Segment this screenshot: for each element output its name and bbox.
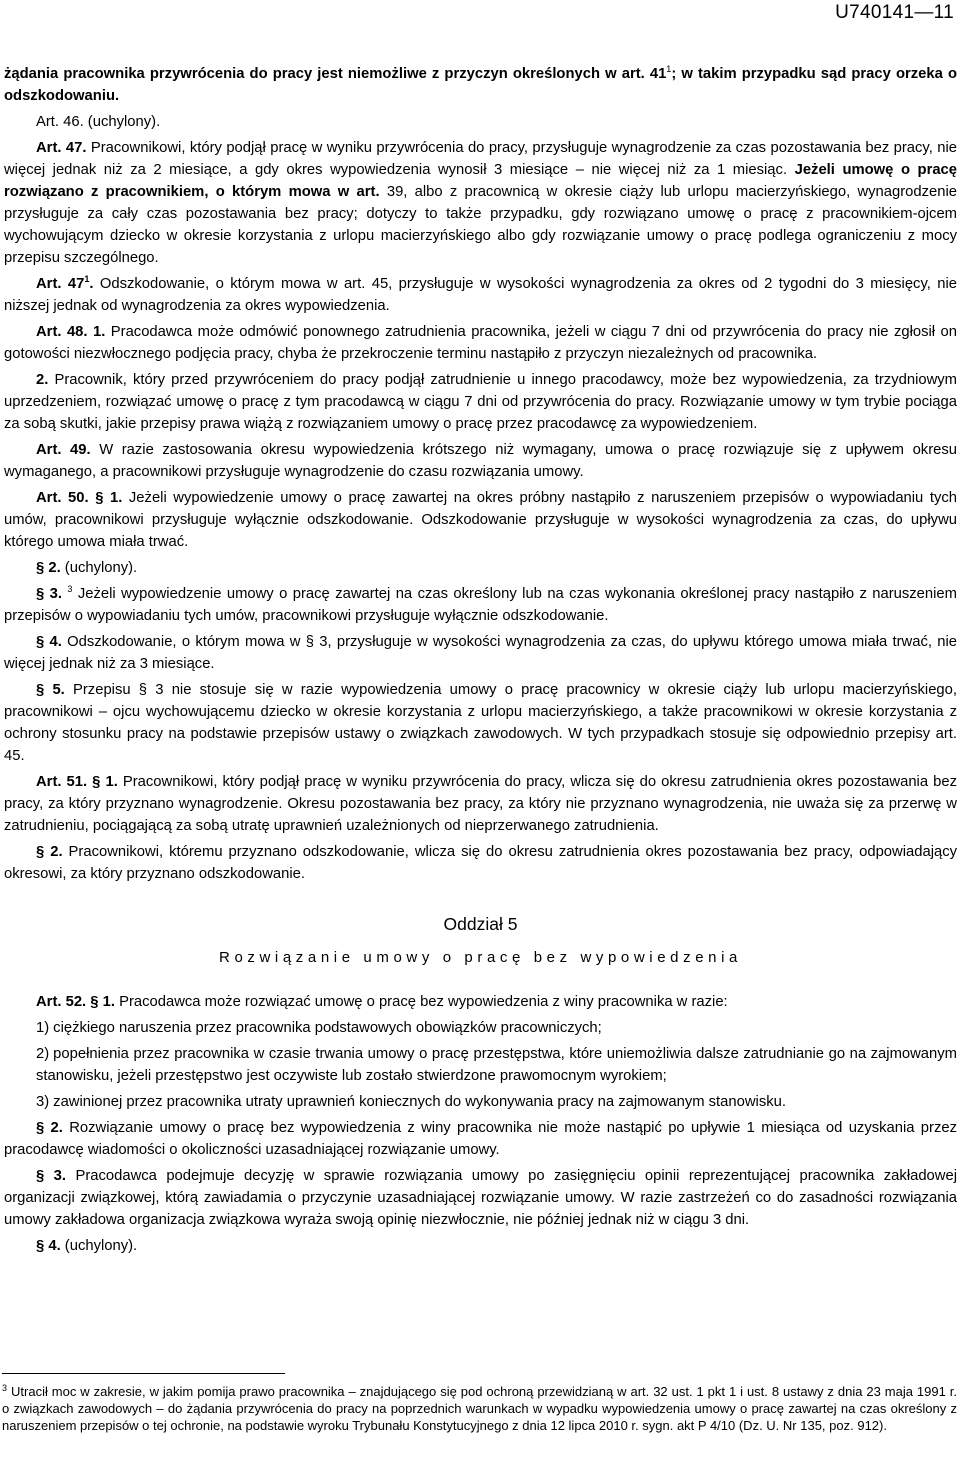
footnote-divider — [2, 1373, 285, 1374]
article-49: Art. 49. W razie zastosowania okresu wypowiedzenia krótszego niż wymagany, umowa o pracę rozwiązuje się z upływem okresu wymaganego, a pracownikowi przysługuje wynagrodzenie do czasu rozwiązania umowy. — [4, 442, 957, 480]
article-50-par-4: § 4. Odszkodowanie, o którym mowa w § 3, przysługuje w wysokości wynagrodzenia za czas, do upływu którego umowa miała trwać, nie więcej jednak niż za 3 miesiące. — [4, 634, 957, 672]
list-item: 1) ciężkiego naruszenia przez pracownika podstawowych obowiązków pracowniczych; — [36, 1020, 602, 1036]
footnote — [2, 1383, 957, 1434]
article-52-par-3: § 3. Pracodawca podejmuje decyzję w sprawie rozwiązania umowy po zasięgnięciu opinii reprezentującej pracownika zakładowej organizacji związkowej, którą zawiadamia o przyczynie uzasadniającej rozwiązanie umowy. W razie zastrzeżeń co do zasadności rozwiązania umowy zakładowa organizacja związkowa wyraża swoją opinię niezwłocznie, nie później jednak niż w ciągu 3 dni. — [4, 1168, 957, 1228]
page-header: U740141—11 — [835, 2, 954, 23]
article-52-par-4: § 4. (uchylony). — [36, 1238, 138, 1254]
article-51-par-2: § 2. Pracownikowi, któremu przyznano odszkodowanie, wlicza się do okresu zatrudnienia okres pozostawania bez pracy, odpowiadający okresowi, za który przyznano odszkodowanie. — [4, 844, 958, 882]
article-50-par-2: § 2. (uchylony). — [36, 560, 138, 576]
article-52-par-2: § 2. Rozwiązanie umowy o pracę bez wypowiedzenia z winy pracownika nie może nastąpić po upływie 1 miesiąca od uzyskania przez pracodawcę wiadomości o okoliczności uzasadniającej rozwiązanie umowy. — [4, 1120, 957, 1158]
footnote-text: Utracił moc w zakresie, w jakim pomija prawo pracownika – znajdującego się pod ochroną przewidzianą w art. 32 ust. 1 pkt 1 i ust. 8 ustawy z dnia 23 maja 1991 r. o związkach zawodowych – do żądania przywrócenia do pracy na poprzednich warunkach w wypadku wypowiedzenia umowy o pracę zawartej na czas określony z naruszeniem przepisów o tej ochronie, na podstawie wyroku Trybunału Konstytucyjnego z dnia 12 lipca 2010 r. sygn. akt P 4/10 (Dz. U. Nr 135, poz. 912). — [2, 1384, 957, 1433]
article-50-par-3: § 3. $^3$ Jeżeli wypowiedzenie umowy o pracę zawartej na czas określony lub na czas wykonania określonej pracy nastąpiło z naruszeniem przepisów o wypowiadaniu tych umów, pracownikowi przysługuje wyłącznie odszkodowanie. — [4, 584, 957, 624]
article-47: Art. 47. Pracownikowi, który podjął pracę w wyniku przywrócenia do pracy, przysługuje wynagrodzenie za czas pozostawania bez pracy, nie więcej jednak niż za 2 miesiące, a gdy okres wypowiedzenia wynosił 3 miesiące – nie więcej niż za 1 miesiąc. Jeżeli umowę o pracę rozwiązano z pracownikiem, o którym mowa w art. 39, albo z pracownicą w okresie ciąży lub urlopu macierzyńskiego, wynagrodzenie przysługuje za cały czas pozostawania bez pracy; dotyczy to także przypadku, gdy rozwiązano umowę o pracę z pracownikiem-ojcem wychowującym dziecko w okresie korzystania z urlopu macierzyńskiego albo gdy rozwiązanie umowy o pracę podlega ograniczeniu z mocy przepisu szczególnego. — [4, 140, 958, 266]
document-body — [4, 63, 957, 1261]
article-51: Art. 51. § 1. Pracownikowi, który podjął pracę w wyniku przywrócenia do pracy, wlicza się do okresu zatrudnienia okres pozostawania bez pracy, za który przyznano wynagrodzenie. Okresu pozostawania bez pracy, za który nie przyznano wynagrodzenia, nie uważa się za przerwę w zatrudnieniu, pociągającą za sobą utratę uprawnień uzależnionych od nieprzerwanego zatrudnienia. — [4, 774, 957, 834]
section-title: Oddział 5 — [443, 914, 518, 934]
article-50: Art. 50. § 1. Jeżeli wypowiedzenie umowy o pracę zawartej na okres próbny nastąpiło z naruszeniem przepisów o wypowiadaniu tych umów, pracownikowi przysługuje wyłącznie odszkodowanie. Odszkodowanie przysługuje w wysokości wynagrodzenia za czas, do upływu którego umowa miała trwać. — [4, 490, 957, 550]
list-item: 2) popełnienia przez pracownika w czasie trwania umowy o pracę przestępstwa, które uniemożliwia dalsze zatrudnianie go na zajmowanym stanowisku, jeżeli przestępstwo jest oczywiste lub zostało stwierdzone prawomocnym wyrokiem; — [36, 1046, 957, 1084]
article-52: Art. 52. § 1. Pracodawca może rozwiązać umowę o pracę bez wypowiedzenia z winy pracownika w razie: — [36, 994, 728, 1010]
article-46: Art. 46. (uchylony). — [36, 114, 161, 130]
article-48: Art. 48. 1. Pracodawca może odmówić ponownego zatrudnienia pracownika, jeżeli w ciągu 7 dni od przywrócenia do pracy nie zgłosił on gotowości niezwłocznego podjęcia pracy, chyba że przekroczenie terminu nastąpiło z przyczyn niezależnych od pracownika. — [4, 324, 957, 362]
paragraph-art45-end: żądania pracownika przywrócenia do pracy jest niemożliwe z przyczyn określonych w art. $41^1$; w takim przypadku sąd pracy orzeka o odszkodowaniu. — [4, 64, 957, 104]
article-50-par-5: § 5. Przepisu § 3 nie stosuje się w razie wypowiedzenia umowy o pracę pracownicy w okresie ciąży lub urlopu macierzyńskiego, pracownikowi – ojcu wychowującemu dziecko w okresie korzystania z urlopu macierzyńskiego, a także pracownikowi w okresie korzystania z ochrony stosunku pracy na podstawie przepisów ustawy o związkach zawodowych. W tych przypadkach stosuje się odpowiednio przepisy art. 45. — [4, 682, 957, 764]
article-48-par-2: 2. Pracownik, który przed przywróceniem do pracy podjął zatrudnienie u innego pracodawcy, może bez wypowiedzenia, za trzydniowym uprzedzeniem, rozwiązać umowę o pracę z tym pracodawcą w ciągu 7 dni od przywrócenia do pracy. Rozwiązanie umowy w tym trybie pociąga za sobą skutki, jakie przepisy prawa wiążą z rozwiązaniem umowy o pracę przez pracodawcę za wypowiedzeniem. — [4, 372, 957, 432]
footnote-mark: 3 — [2, 1383, 8, 1393]
article-47-1: Art. $47^1$. Odszkodowanie, o którym mowa w art. 45, przysługuje w wysokości wynagrodzenia za okres od 2 tygodni do 3 miesięcy, nie niższej jednak od wynagrodzenia za okres wypowiedzenia. — [4, 274, 957, 314]
list-item: 3) zawinionej przez pracownika utraty uprawnień koniecznych do wykonywania pracy na zajmowanym stanowisku. — [36, 1094, 786, 1110]
section-subtitle: Rozwiązanie umowy o pracę bez wypowiedzenia — [219, 949, 742, 966]
